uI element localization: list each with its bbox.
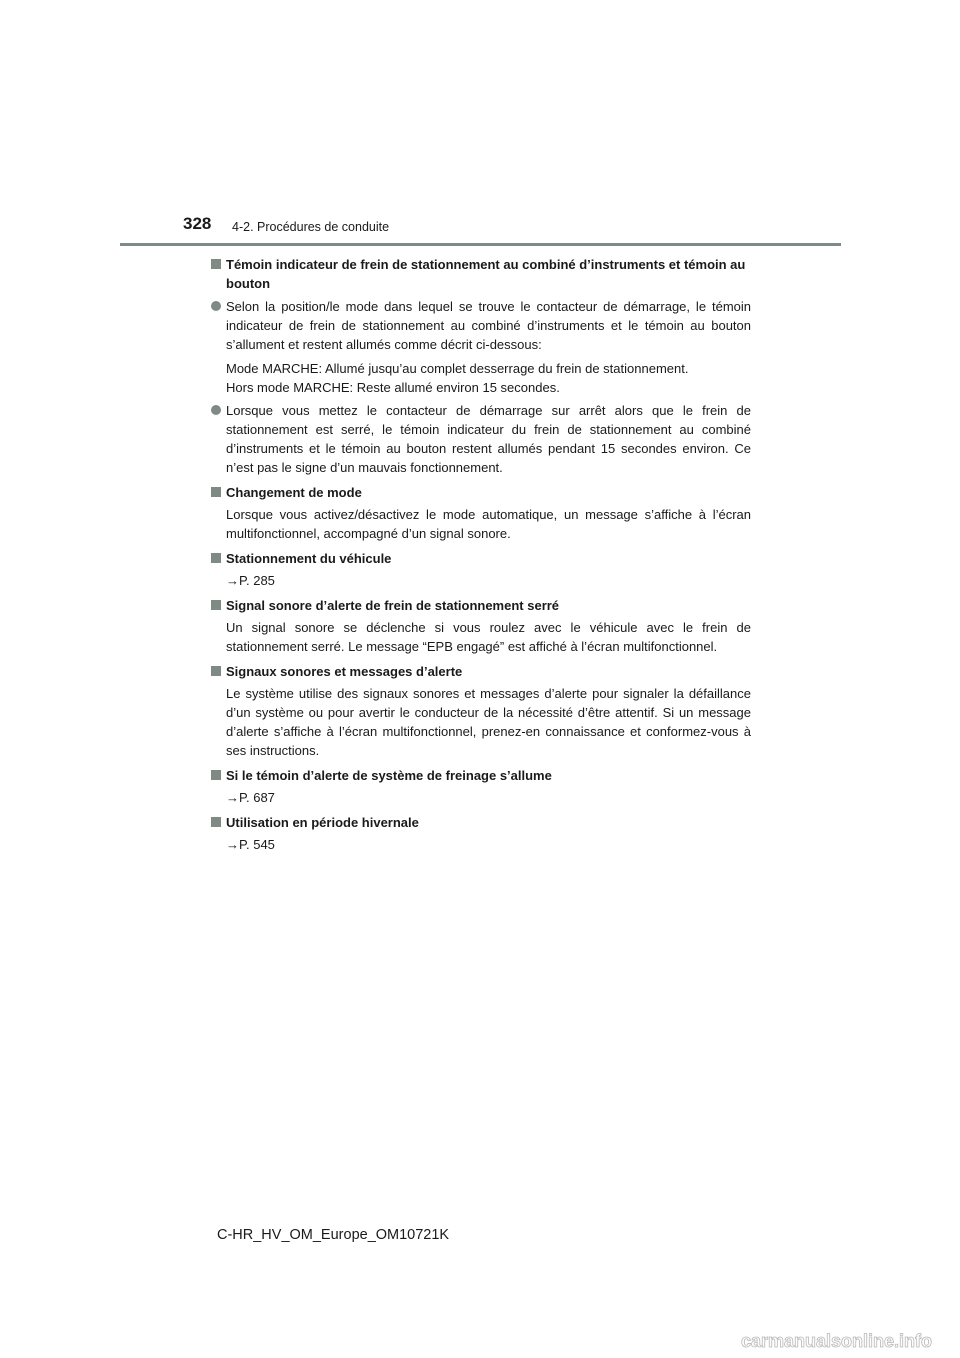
page-reference-link[interactable]: →P. 687 [226, 790, 275, 805]
list-item [211, 297, 751, 397]
section-heading [211, 662, 751, 681]
square-bullet-icon [211, 259, 221, 269]
list-item-text: Selon la position/le mode dans lequel se trouve le contacteur de démarrage, le témoin indicateur de frein de stationnement au combiné d’instruments et le témoin au bouton s’allument et restent allumés comme décrit ci-dessous: [226, 299, 751, 352]
section-body: Un signal sonore se déclenche si vous roulez avec le véhicule avec le frein de stationnement serré. Le message “EPB engagé” est affiché à l’écran multifonctionnel. [226, 620, 751, 654]
section-mode-change [211, 483, 751, 543]
square-bullet-icon [211, 770, 221, 780]
page-content [211, 255, 751, 860]
section-heading-text: Si le témoin d’alerte de système de freinage s’allume [226, 768, 552, 783]
section-heading [211, 813, 751, 832]
section-heading [211, 483, 751, 502]
section-body: Le système utilise des signaux sonores et messages d’alerte pour signaler la défaillance d’un système ou pour avertir le conducteur de la nécessité d’être attentif. Si un message d’alerte s’affiche à l’écran multifonctionnel, prenez-en connaissance et conformez-vous à ses instructions. [226, 686, 751, 758]
mode-off-text: Hors mode MARCHE: Reste allumé environ 15 secondes. [226, 380, 560, 395]
page-header [0, 0, 960, 250]
section-heading-text: Changement de mode [226, 485, 362, 500]
section-heading [211, 549, 751, 568]
page-reference-link[interactable]: →P. 545 [226, 837, 275, 852]
section-vehicle-parking [211, 549, 751, 590]
list-item-text: Lorsque vous mettez le contacteur de démarrage sur arrêt alors que le frein de stationnement est serré, le témoin indicateur du frein de stationnement au combiné d’instruments et le témoin au bouton restent allumés pendant 15 secondes environ. Ce n’est pas le signe d’un mauvais fonctionnement. [226, 403, 751, 475]
section-brake-warning-light [211, 766, 751, 807]
square-bullet-icon [211, 666, 221, 676]
mode-on-text: Mode MARCHE: Allumé jusqu’au complet desserrage du frein de stationnement. [226, 361, 689, 376]
section-heading-text: Signal sonore d’alerte de frein de stationnement serré [226, 598, 560, 613]
section-alarms-messages [211, 662, 751, 760]
square-bullet-icon [211, 553, 221, 563]
document-code: C-HR_HV_OM_Europe_OM10721K [217, 1227, 450, 1243]
section-winter-use [211, 813, 751, 854]
site-watermark [741, 1330, 951, 1352]
page-reference-link[interactable]: →P. 285 [226, 573, 275, 588]
section-parking-brake-indicator [211, 255, 751, 477]
square-bullet-icon [211, 600, 221, 610]
watermark-text: carmanualsonline.info [741, 1331, 933, 1351]
round-bullet-icon [211, 405, 221, 415]
square-bullet-icon [211, 817, 221, 827]
round-bullet-icon [211, 301, 221, 311]
section-heading-text: Signaux sonores et messages d’alerte [226, 664, 463, 679]
section-heading [211, 766, 751, 785]
section-body: Lorsque vous activez/désactivez le mode automatique, un message s’affiche à l’écran multifonctionnel, accompagné d’un signal sonore. [226, 507, 751, 541]
section-heading [211, 596, 751, 615]
section-title: 4-2. Procédures de conduite [232, 220, 390, 234]
page-number: 328 [183, 214, 212, 233]
header-rule [120, 243, 841, 246]
square-bullet-icon [211, 487, 221, 497]
section-heading-text: Témoin indicateur de frein de stationnement au combiné d’instruments et témoin au bouton [226, 257, 746, 291]
list-item [211, 401, 751, 477]
section-heading [211, 255, 751, 293]
section-heading-text: Stationnement du véhicule [226, 551, 392, 566]
section-brake-alarm [211, 596, 751, 656]
section-heading-text: Utilisation en période hivernale [226, 815, 419, 830]
